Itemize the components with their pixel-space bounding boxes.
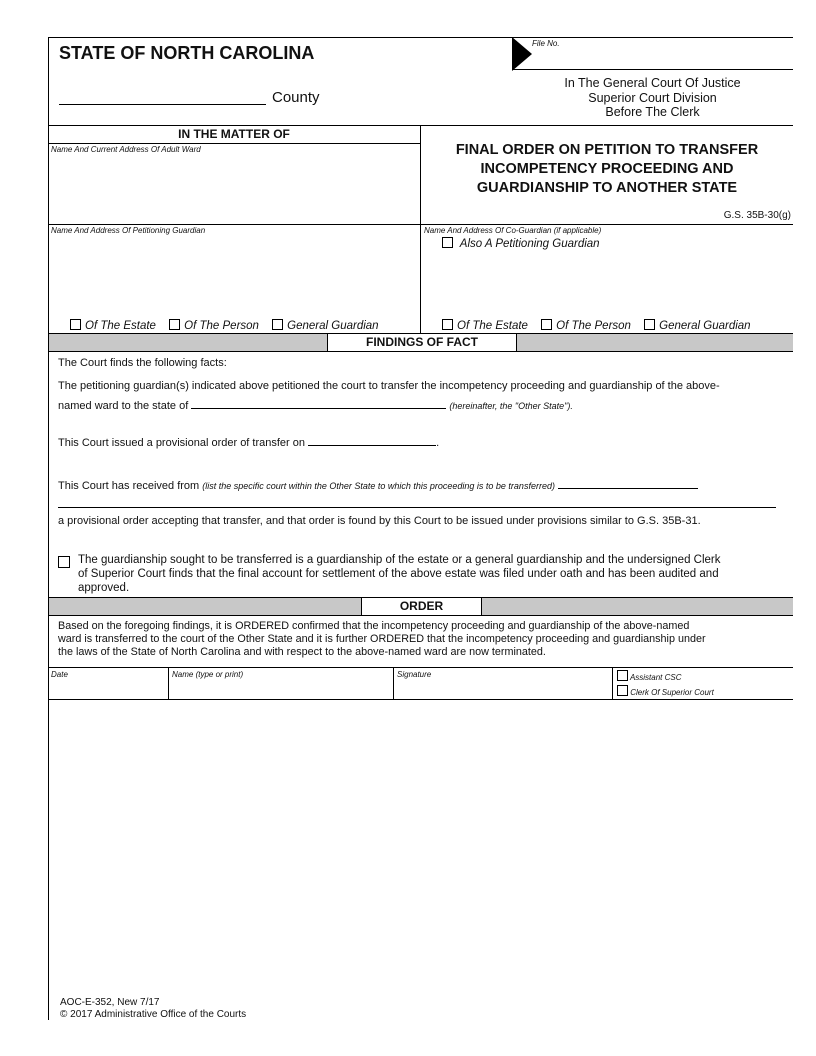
file-no-arrow-icon xyxy=(512,37,532,71)
date-field[interactable] xyxy=(49,680,167,698)
guardian-options xyxy=(70,319,389,332)
order-line-2: ward is transferred to the court of the Other State and it is further ORDERED that the incompetency proceeding and guardianship under xyxy=(58,633,706,645)
assistant-csc-label: Assistant CSC xyxy=(629,673,682,682)
matter-heading-line xyxy=(48,143,420,144)
finding-3-label: This Court has received from xyxy=(58,480,200,492)
other-state-field[interactable] xyxy=(191,398,446,409)
guardian-estate-label: Of The Estate xyxy=(85,320,156,332)
signature-row-top xyxy=(48,667,793,668)
county-blank[interactable] xyxy=(59,104,266,105)
finding-5-line-3: approved. xyxy=(78,582,130,594)
copyright: © 2017 Administrative Office of the Courts xyxy=(60,1009,247,1020)
finding-5-checkbox-wrap xyxy=(58,554,70,572)
clerk-row xyxy=(617,685,714,697)
statute-ref: G.S. 35B-30(g) xyxy=(723,210,791,221)
file-no-label: File No. xyxy=(532,39,560,48)
form-id: AOC-E-352, New 7/17 xyxy=(60,997,160,1008)
finding-1-state-label: named ward to the state of xyxy=(58,400,189,412)
finding-4: a provisional order accepting that transfer, and that order is found by this Court to be issued under provisions similar to G.S. 35B-31. xyxy=(58,515,701,527)
findings-band-bottom xyxy=(48,351,793,352)
finding-3-instruction: (list the specific court within the Other State to which this proceeding is to be transferred) xyxy=(202,481,555,491)
ward-label: Name And Current Address Of Adult Ward xyxy=(51,145,201,154)
guardian-estate-checkbox[interactable] xyxy=(70,319,81,330)
file-no-arrow-shape xyxy=(512,37,532,71)
finding-1-line-2 xyxy=(58,398,573,414)
form-footer xyxy=(60,997,246,1021)
finding-2 xyxy=(58,435,439,451)
finding-1-hereinafter: (hereinafter, the "Other State"). xyxy=(449,401,573,411)
signature-row-bottom xyxy=(48,699,793,700)
finding-5-checkbox[interactable] xyxy=(58,556,70,568)
receiving-court-field[interactable] xyxy=(558,478,698,489)
name-label: Name (type or print) xyxy=(172,670,244,679)
clerk-checkbox[interactable] xyxy=(617,685,628,696)
county-label: County xyxy=(272,89,320,106)
date-label: Date xyxy=(51,670,68,679)
order-heading: ORDER xyxy=(361,598,482,615)
court-line-1: In The General Court Of Justice xyxy=(564,76,741,90)
also-petitioning-label: Also A Petitioning Guardian xyxy=(459,238,600,250)
ward-field[interactable] xyxy=(49,156,419,222)
finding-5 xyxy=(78,553,778,595)
co-guardian-estate-checkbox[interactable] xyxy=(442,319,453,330)
assistant-csc-row xyxy=(617,670,682,682)
court-lines xyxy=(512,76,793,120)
finding-2-label: This Court issued a provisional order of transfer on xyxy=(58,437,306,449)
title-line-1: FINAL ORDER ON PETITION TO TRANSFER xyxy=(455,142,759,158)
assistant-csc-checkbox[interactable] xyxy=(617,670,628,681)
title-line-2: INCOMPETENCY PROCEEDING AND xyxy=(480,161,734,177)
co-guardian-label: Name And Address Of Co-Guardian (if applicable) xyxy=(424,226,602,235)
order-band-bottom xyxy=(48,615,793,616)
co-guardian-person-checkbox[interactable] xyxy=(541,319,552,330)
matter-heading: IN THE MATTER OF xyxy=(178,127,290,141)
top-border xyxy=(48,37,793,38)
findings-intro: The Court finds the following facts: xyxy=(58,357,227,369)
state-title: STATE OF NORTH CAROLINA xyxy=(59,43,315,63)
order-text xyxy=(58,620,793,659)
court-line-2: Superior Court Division xyxy=(588,90,717,105)
order-line-3: the laws of the State of North Carolina and with respect to the above-named ward are now terminated. xyxy=(58,646,546,658)
co-guardian-general-label: General Guardian xyxy=(659,320,751,332)
sig-divider-3 xyxy=(612,667,613,699)
finding-2-period: . xyxy=(436,437,440,449)
court-line-3: Before The Clerk xyxy=(605,105,700,119)
also-petitioning-row xyxy=(442,237,600,250)
guardian-general-label: General Guardian xyxy=(287,320,379,332)
clerk-label: Clerk Of Superior Court xyxy=(630,688,714,697)
signature-field[interactable] xyxy=(394,680,611,698)
co-guardian-general-checkbox[interactable] xyxy=(644,319,655,330)
co-guardian-estate-label: Of The Estate xyxy=(457,320,528,332)
also-petitioning-checkbox[interactable] xyxy=(442,237,453,248)
ward-bottom-line xyxy=(48,224,793,225)
guardian-label: Name And Address Of Petitioning Guardian xyxy=(51,226,206,235)
finding-5-line-1: The guardianship sought to be transferred is a guardianship of the estate or a general guardianship and the undersigned Clerk xyxy=(78,554,721,566)
guardian-person-checkbox[interactable] xyxy=(169,319,180,330)
co-guardian-person-label: Of The Person xyxy=(556,320,631,332)
co-guardian-field[interactable] xyxy=(421,252,791,314)
name-field[interactable] xyxy=(169,680,392,698)
finding-3 xyxy=(58,478,698,494)
file-no-line xyxy=(512,69,793,70)
finding-5-line-2: of Superior Court finds that the final account for settlement of the above estate was filed under oath and has been audited and xyxy=(78,568,719,580)
receiving-court-field-2[interactable] xyxy=(58,507,776,508)
finding-1-line-1: The petitioning guardian(s) indicated above petitioned the court to transfer the incompetency proceeding and guardianship of the above- xyxy=(58,380,720,392)
guardian-general-checkbox[interactable] xyxy=(272,319,283,330)
form-title xyxy=(421,141,793,198)
provisional-order-date-field[interactable] xyxy=(308,435,436,446)
findings-heading: FINDINGS OF FACT xyxy=(327,334,517,351)
order-line-1: Based on the foregoing findings, it is ORDERED confirmed that the incompetency proceeding and guardianship of the above-named xyxy=(58,620,690,632)
co-guardian-options xyxy=(442,319,761,332)
guardian-field[interactable] xyxy=(49,237,419,315)
guardian-person-label: Of The Person xyxy=(184,320,259,332)
signature-label: Signature xyxy=(397,670,432,679)
title-line-3: GUARDIANSHIP TO ANOTHER STATE xyxy=(476,180,738,196)
